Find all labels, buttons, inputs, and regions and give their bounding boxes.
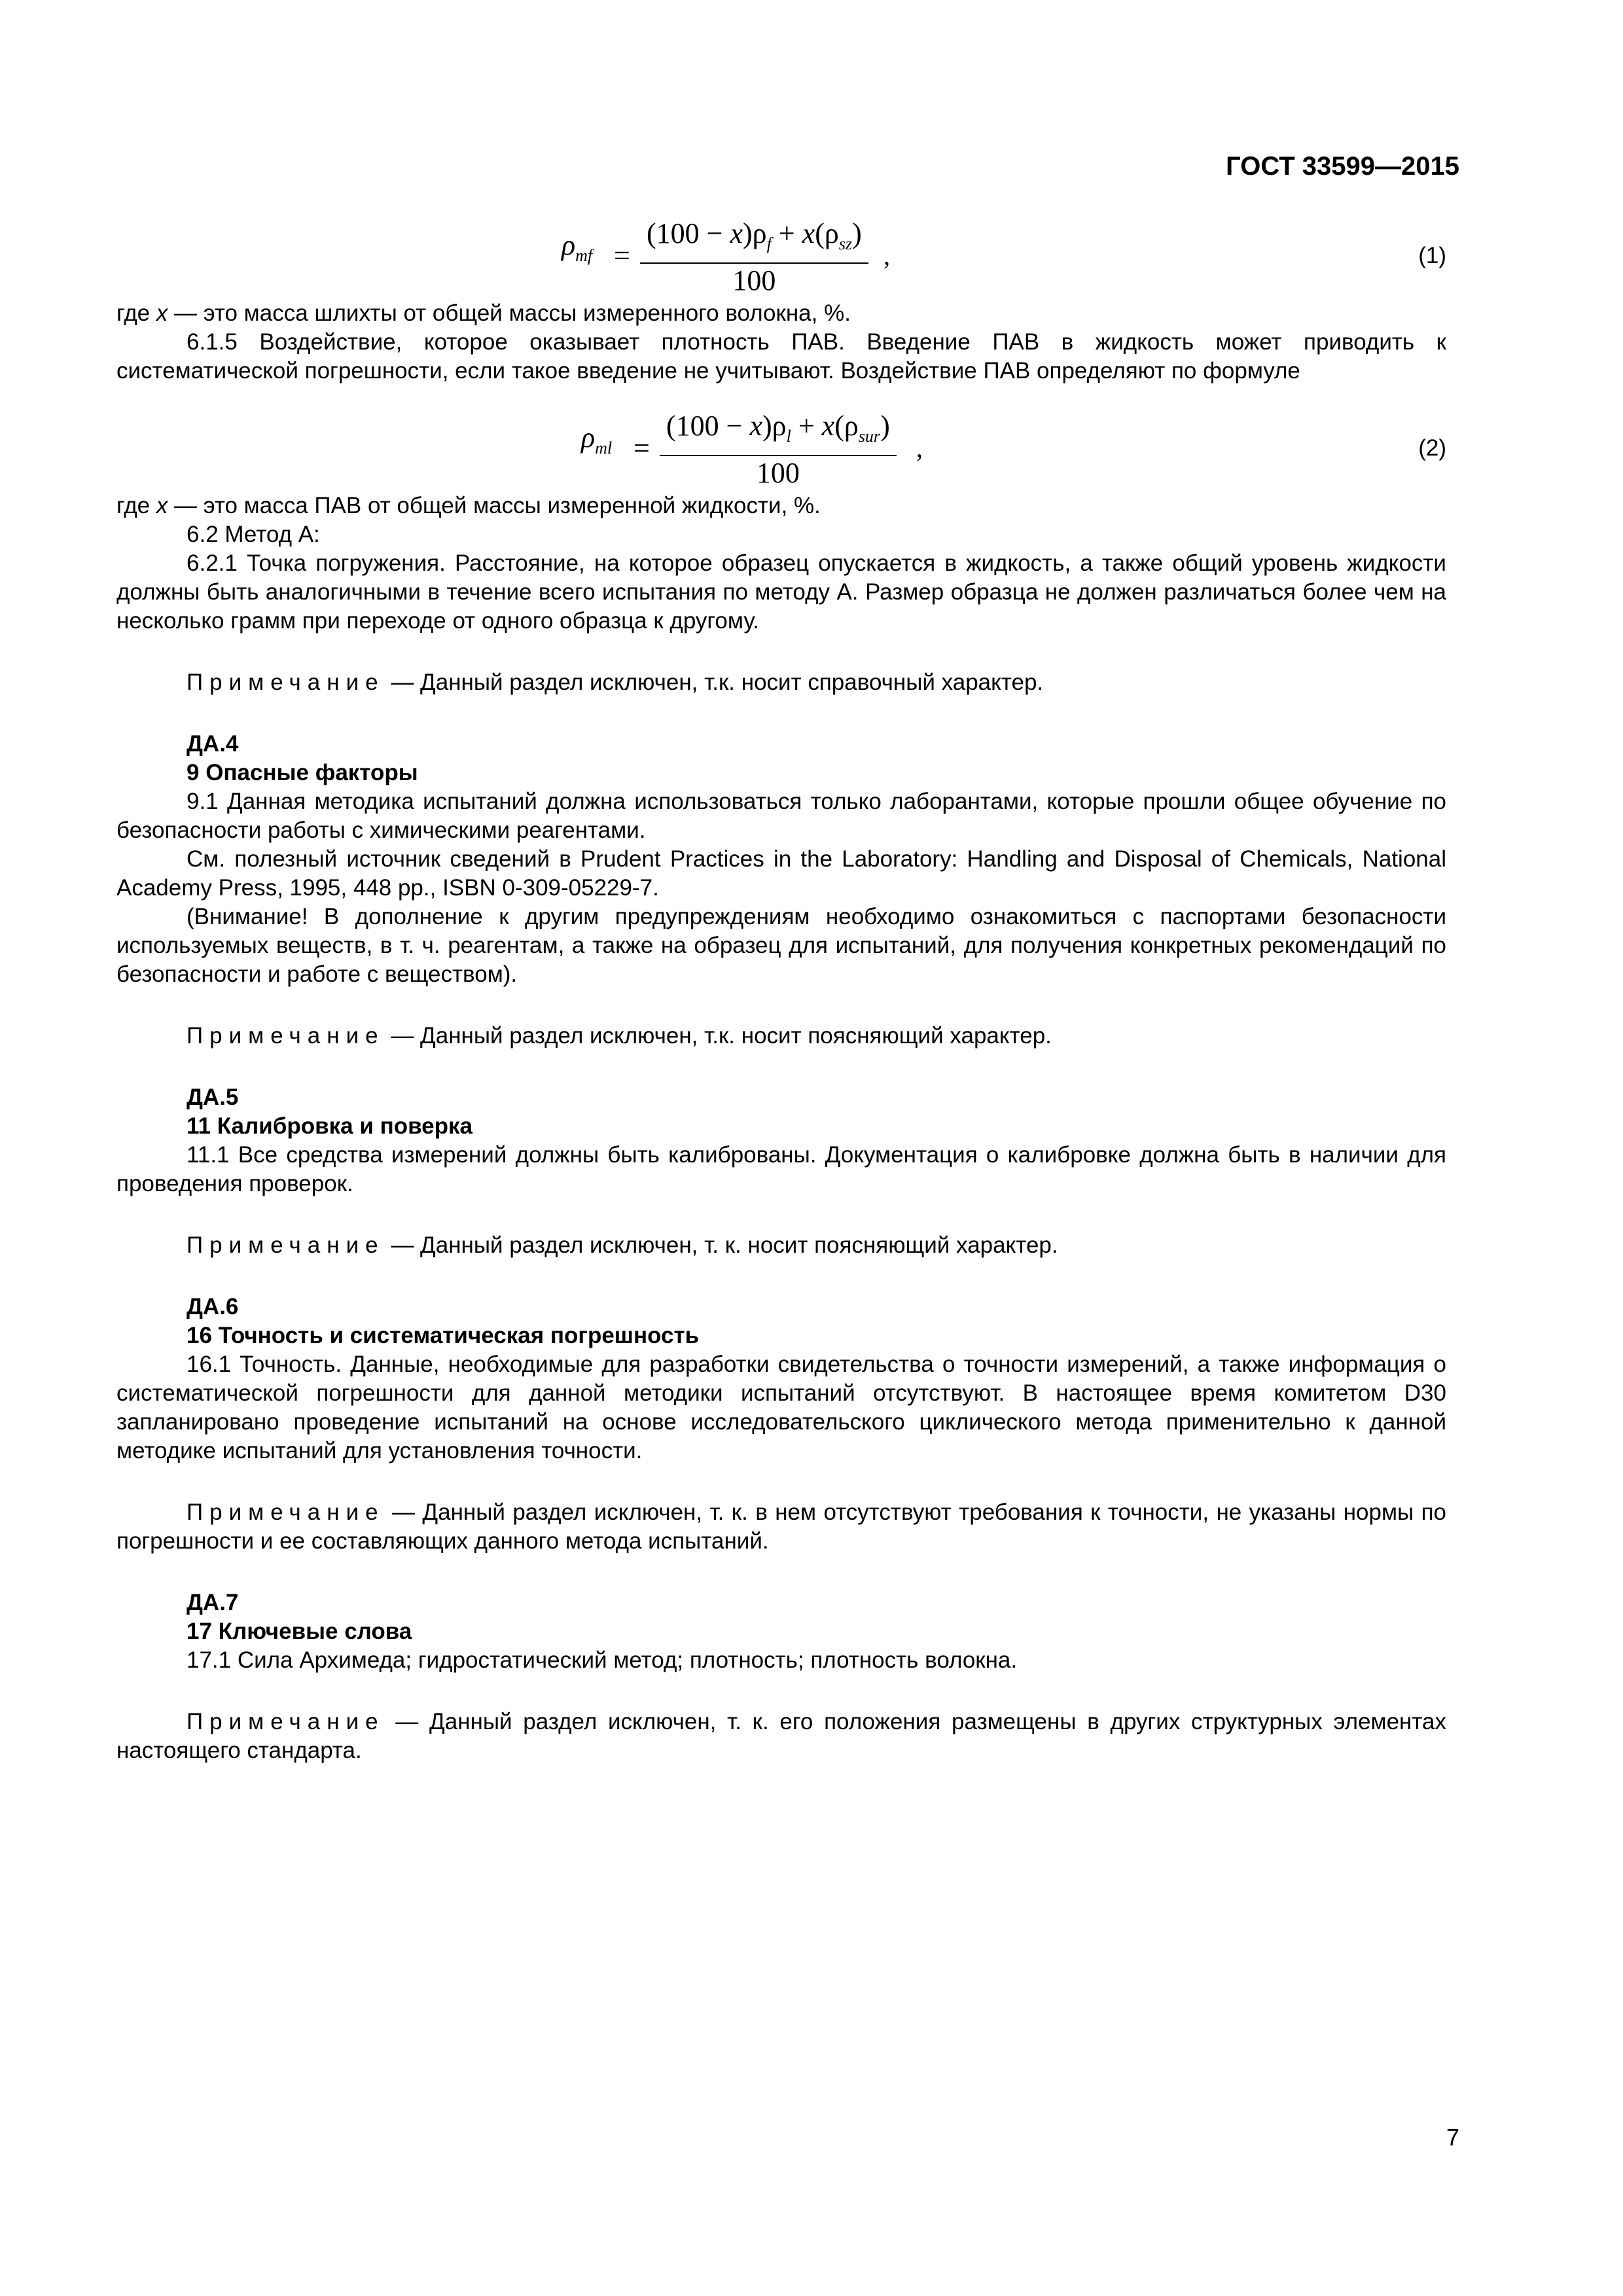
formula-2-denominator: 100: [756, 457, 800, 489]
formula-2: [116, 405, 1446, 492]
page-content: [116, 213, 1446, 1765]
page-number: 7: [1446, 2124, 1459, 2151]
note-label: Примечание: [187, 670, 385, 695]
document-code: ГОСТ 33599—2015: [1226, 152, 1459, 181]
formula-2-lhs: $\rho_{ml}$: [581, 422, 613, 457]
formula-2-number: (2): [1418, 435, 1446, 461]
annex-da-4: ДА.4: [187, 731, 239, 757]
note-1: Примечание — Данный раздел исключен, т.к. носит справочный характер.: [187, 670, 1044, 695]
formula-2-numerator: $(100 - x)\rho_l + x(\rho_{sur})$: [660, 412, 897, 456]
note-label: Примечание: [187, 1709, 385, 1734]
para-11-1: 11.1 Все средства измерений должны быть калиброваны. Документация о калибровке должна быть в наличии для проведения проверок.: [116, 1142, 1446, 1196]
para-6-2: 6.2 Метод А:: [187, 522, 320, 547]
note-label: Примечание: [187, 1499, 385, 1525]
note-label: Примечание: [187, 1023, 385, 1049]
formula-2-fraction: [660, 412, 897, 488]
formula-1-number: (1): [1418, 243, 1446, 268]
annex-da-6: ДА.6: [187, 1294, 239, 1319]
para-9-1-warning: (Внимание! В дополнение к другим предупреждениям необходимо ознакомиться с паспортами безопасности используемых веществ, в т. ч. реагентам, а также на образец для испытаний, для получения конкретных рекомендаций по безопасности и работе с веществом).: [116, 904, 1446, 987]
formula-1-comma: ,: [883, 241, 890, 270]
note-4: Примечание — Данный раздел исключен, т. к. в нем отсутствуют требования к точности, не указаны нормы по погрешности и ее составляющих данного метода испытаний.: [116, 1499, 1446, 1554]
formula-1: [116, 213, 1446, 299]
formula-1-fraction: [640, 219, 868, 295]
note-5: Примечание — Данный раздел исключен, т. к. его положения размещены в других структурных элементах настоящего стандарта.: [116, 1709, 1446, 1763]
note-label: Примечание: [187, 1232, 385, 1258]
formula-1-numerator: $(100 - x)\rho_f + x(\rho_{sz})$: [640, 219, 868, 264]
formula-2-comma: ,: [916, 433, 923, 463]
section-17-title: 17 Ключевые слова: [187, 1619, 412, 1644]
section-16-title: 16 Точность и систематическая погрешность: [187, 1323, 700, 1348]
formula-1-denominator: 100: [732, 264, 776, 296]
para-6-1-5: 6.1.5 Воздействие, которое оказывает плотность ПАВ. Введение ПАВ в жидкость может приводить к систематической погрешности, если такое введение не учитывают. Воздействие ПАВ определяют по формуле: [116, 329, 1446, 384]
note-3: Примечание — Данный раздел исключен, т. к. носит поясняющий характер.: [187, 1232, 1058, 1258]
para-16-1: 16.1 Точность. Данные, необходимые для разработки свидетельства о точности измерений, а также информация о систематической погрешности для данной методики испытаний отсутствуют. В настоящее время комитетом D30 запланировано проведение испытаний на основе исследовательского циклического метода применительно к данной методике испытаний для установления точности.: [116, 1352, 1446, 1463]
annex-da-5: ДА.5: [187, 1085, 239, 1110]
formula-1-equals: =: [614, 240, 630, 272]
para-9-1: 9.1 Данная методика испытаний должна использоваться только лаборантами, которые прошли общее обучение по безопасности работы с химическими реагентами.: [116, 789, 1446, 843]
para-9-1-reference: См. полезный источник сведений в Prudent Practices in the Laboratory: Handling and Disposal of Chemicals, National Academy Press, 1995, 448 pp., ISBN 0-309-05229-7.: [116, 846, 1446, 901]
section-11-title: 11 Калибровка и поверка: [187, 1113, 473, 1139]
annex-da-7: ДА.7: [187, 1590, 239, 1615]
note-2: Примечание — Данный раздел исключен, т.к. носит поясняющий характер.: [187, 1023, 1052, 1049]
formula-2-equals: =: [633, 432, 650, 464]
para-17-1: 17.1 Сила Архимеда; гидростатический метод; плотность; плотность волокна.: [187, 1647, 1018, 1673]
where-x-sizing: где x — это масса шлихты от общей массы измеренного волокна, %.: [116, 300, 851, 326]
section-9-title: 9 Опасные факторы: [187, 760, 418, 785]
where-x-surfactant: где x — это масса ПАВ от общей массы измеренной жидкости, %.: [116, 493, 821, 518]
formula-1-lhs: $\rho_{mf}$: [562, 229, 593, 265]
para-6-2-1: 6.2.1 Точка погружения. Расстояние, на которое образец опускается в жидкость, а также общий уровень жидкости должны быть аналогичными в течение всего испытания по методу А. Размер образца не должен различаться более чем на несколько грамм при переходе от одного образца к другому.: [116, 550, 1446, 634]
